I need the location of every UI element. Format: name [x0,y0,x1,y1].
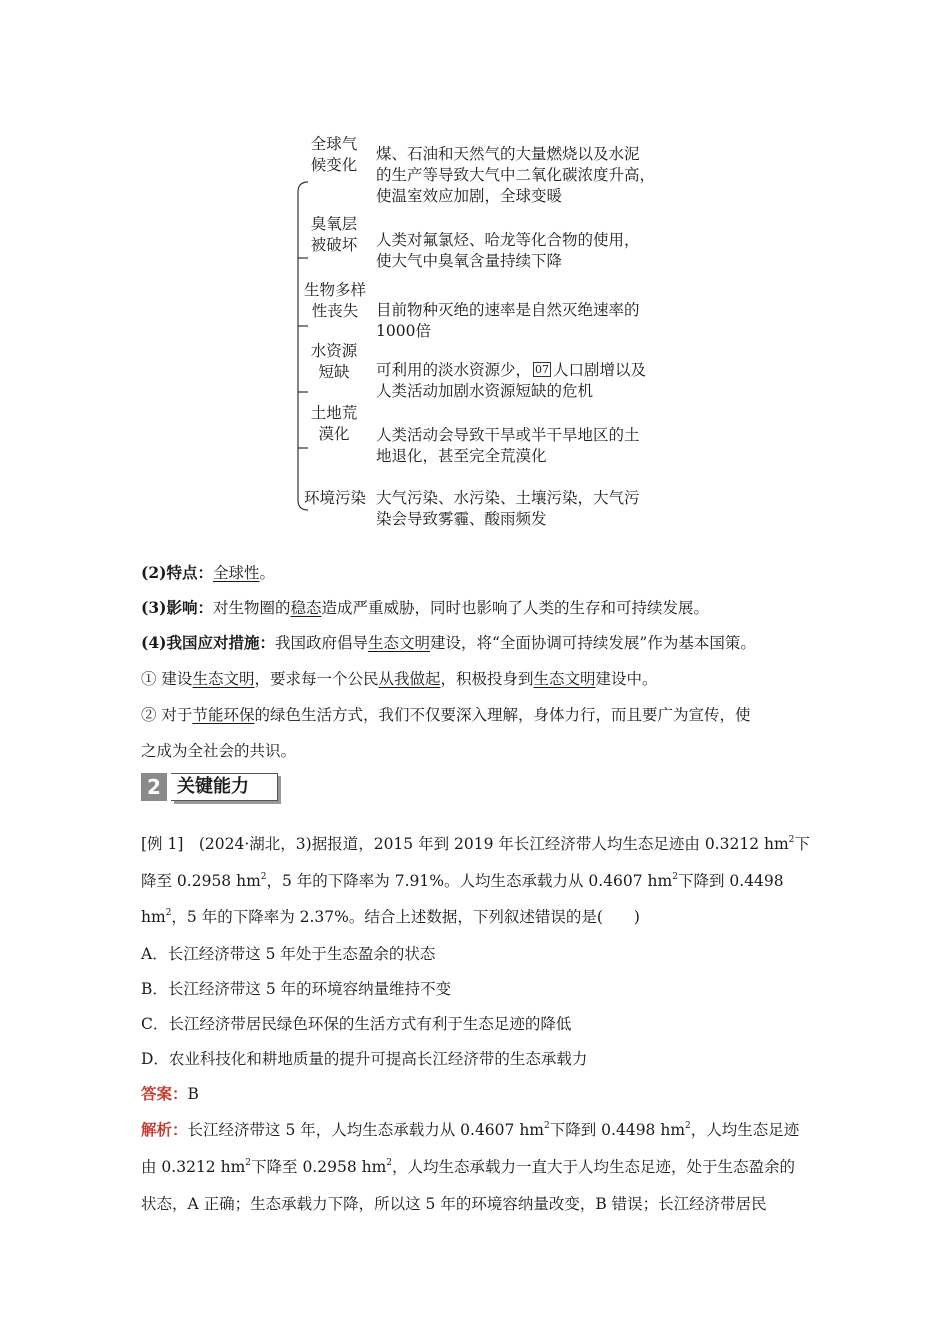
category-water: 水资源 短缺 [310,342,358,381]
analysis-line-2: 由 0.3212 $hm^2$下降至 0.2958 $hm^2$，人均生态承载力一直大于人均生态足迹，处于生态盈余的 [141,1158,796,1176]
description-ozone: 人类对氟氯烃、哈龙等化合物的使用， 使大气中臭氧含量持续下降 [376,231,640,270]
answer: 答案：B [141,1084,199,1103]
description-pollution: 大气污染、水污染、土壤污染，大气污 染会导致雾霾、酸雨频发 [376,489,640,528]
description-desertification: 人类活动会导致干旱或半干旱地区的土 地退化，甚至完全荒漠化 [376,426,640,465]
option-a: A．长江经济带这 5 年处于生态盈余的状态 [141,945,436,963]
example-line-2: 降至 0.2958 $hm^2$，5 年的下降率为 7.91%。人均生态承载力从 0.4607 $hm^2$下降到 0.4498 [141,872,784,890]
measure-2: ② 对于节能环保的绿色生活方式，我们不仅要深入理解，身体力行，而且要广为宣传，使 [141,706,751,724]
measure-1: ① 建设生态文明，要求每一个公民从我做起，积极投身到生态文明建设中。 [141,670,658,688]
option-c: C．长江经济带居民绿色环保的生活方式有利于生态足迹的降低 [141,1015,572,1033]
point-3: (3)影响：对生物圈的稳态造成严重威胁，同时也影响了人类的生存和可持续发展。 [141,598,709,617]
option-b: B．长江经济带这 5 年的环境容纳量维持不变 [141,980,452,998]
category-biodiversity: 生物多样 性丧失 [303,281,366,320]
section-number: 2 [141,773,167,801]
diagram-bracket [296,130,316,520]
section-title: 关键能力 [171,773,278,801]
description-water: 可利用的淡水资源少， 07 人口剧增以及 人类活动加剧水资源短缺的危机 [376,361,647,400]
category-ozone: 臭氧层 被破坏 [310,215,358,254]
category-climate-change: 全球气 候变化 [310,135,358,174]
description-climate-change: 煤、石油和天然气的大量燃烧以及水泥 的生产等导致大气中二氧化碳浓度升高， 使温室效应加剧，全球变暖 [376,145,656,205]
example-line-3: $hm^2$，5 年的下降率为 2.37%。结合上述数据，下列叙述错误的是( ) [141,908,640,926]
analysis-line-1: 解析：长江经济带这 5 年，人均生态承载力从 0.4607 $hm^2$下降到 0.4498 $hm^2$，人均生态足迹 [141,1120,800,1139]
description-biodiversity: 目前物种灭绝的速率是自然灭绝速率的 1000倍 [376,301,640,340]
example-line-1: [例 1] (2024·湖北，3)据报道，2015 年到 2019 年长江经济带人均生态足迹由 0.3212 $hm^2$下 [141,835,810,853]
option-d: D．农业科技化和耕地质量的提升可提高长江经济带的生态承载力 [141,1050,588,1068]
causes-diagram [296,130,696,528]
measure-2-cont: 之成为全社会的共识。 [141,742,297,760]
category-desertification: 土地荒 漠化 [310,404,358,443]
point-2: (2)特点：全球性。 [141,563,275,582]
point-4: (4)我国应对措施：我国政府倡导生态文明建设，将“全面协调可持续发展”作为基本国策。 [141,633,756,652]
analysis-line-3: 状态，A 正确；生态承载力下降，所以这 5 年的环境容纳量改变，B 错误；长江经济带居民 [141,1195,767,1213]
marker-box: 07 [535,363,550,376]
category-pollution: 环境污染 [303,489,366,507]
section-header [141,773,276,801]
